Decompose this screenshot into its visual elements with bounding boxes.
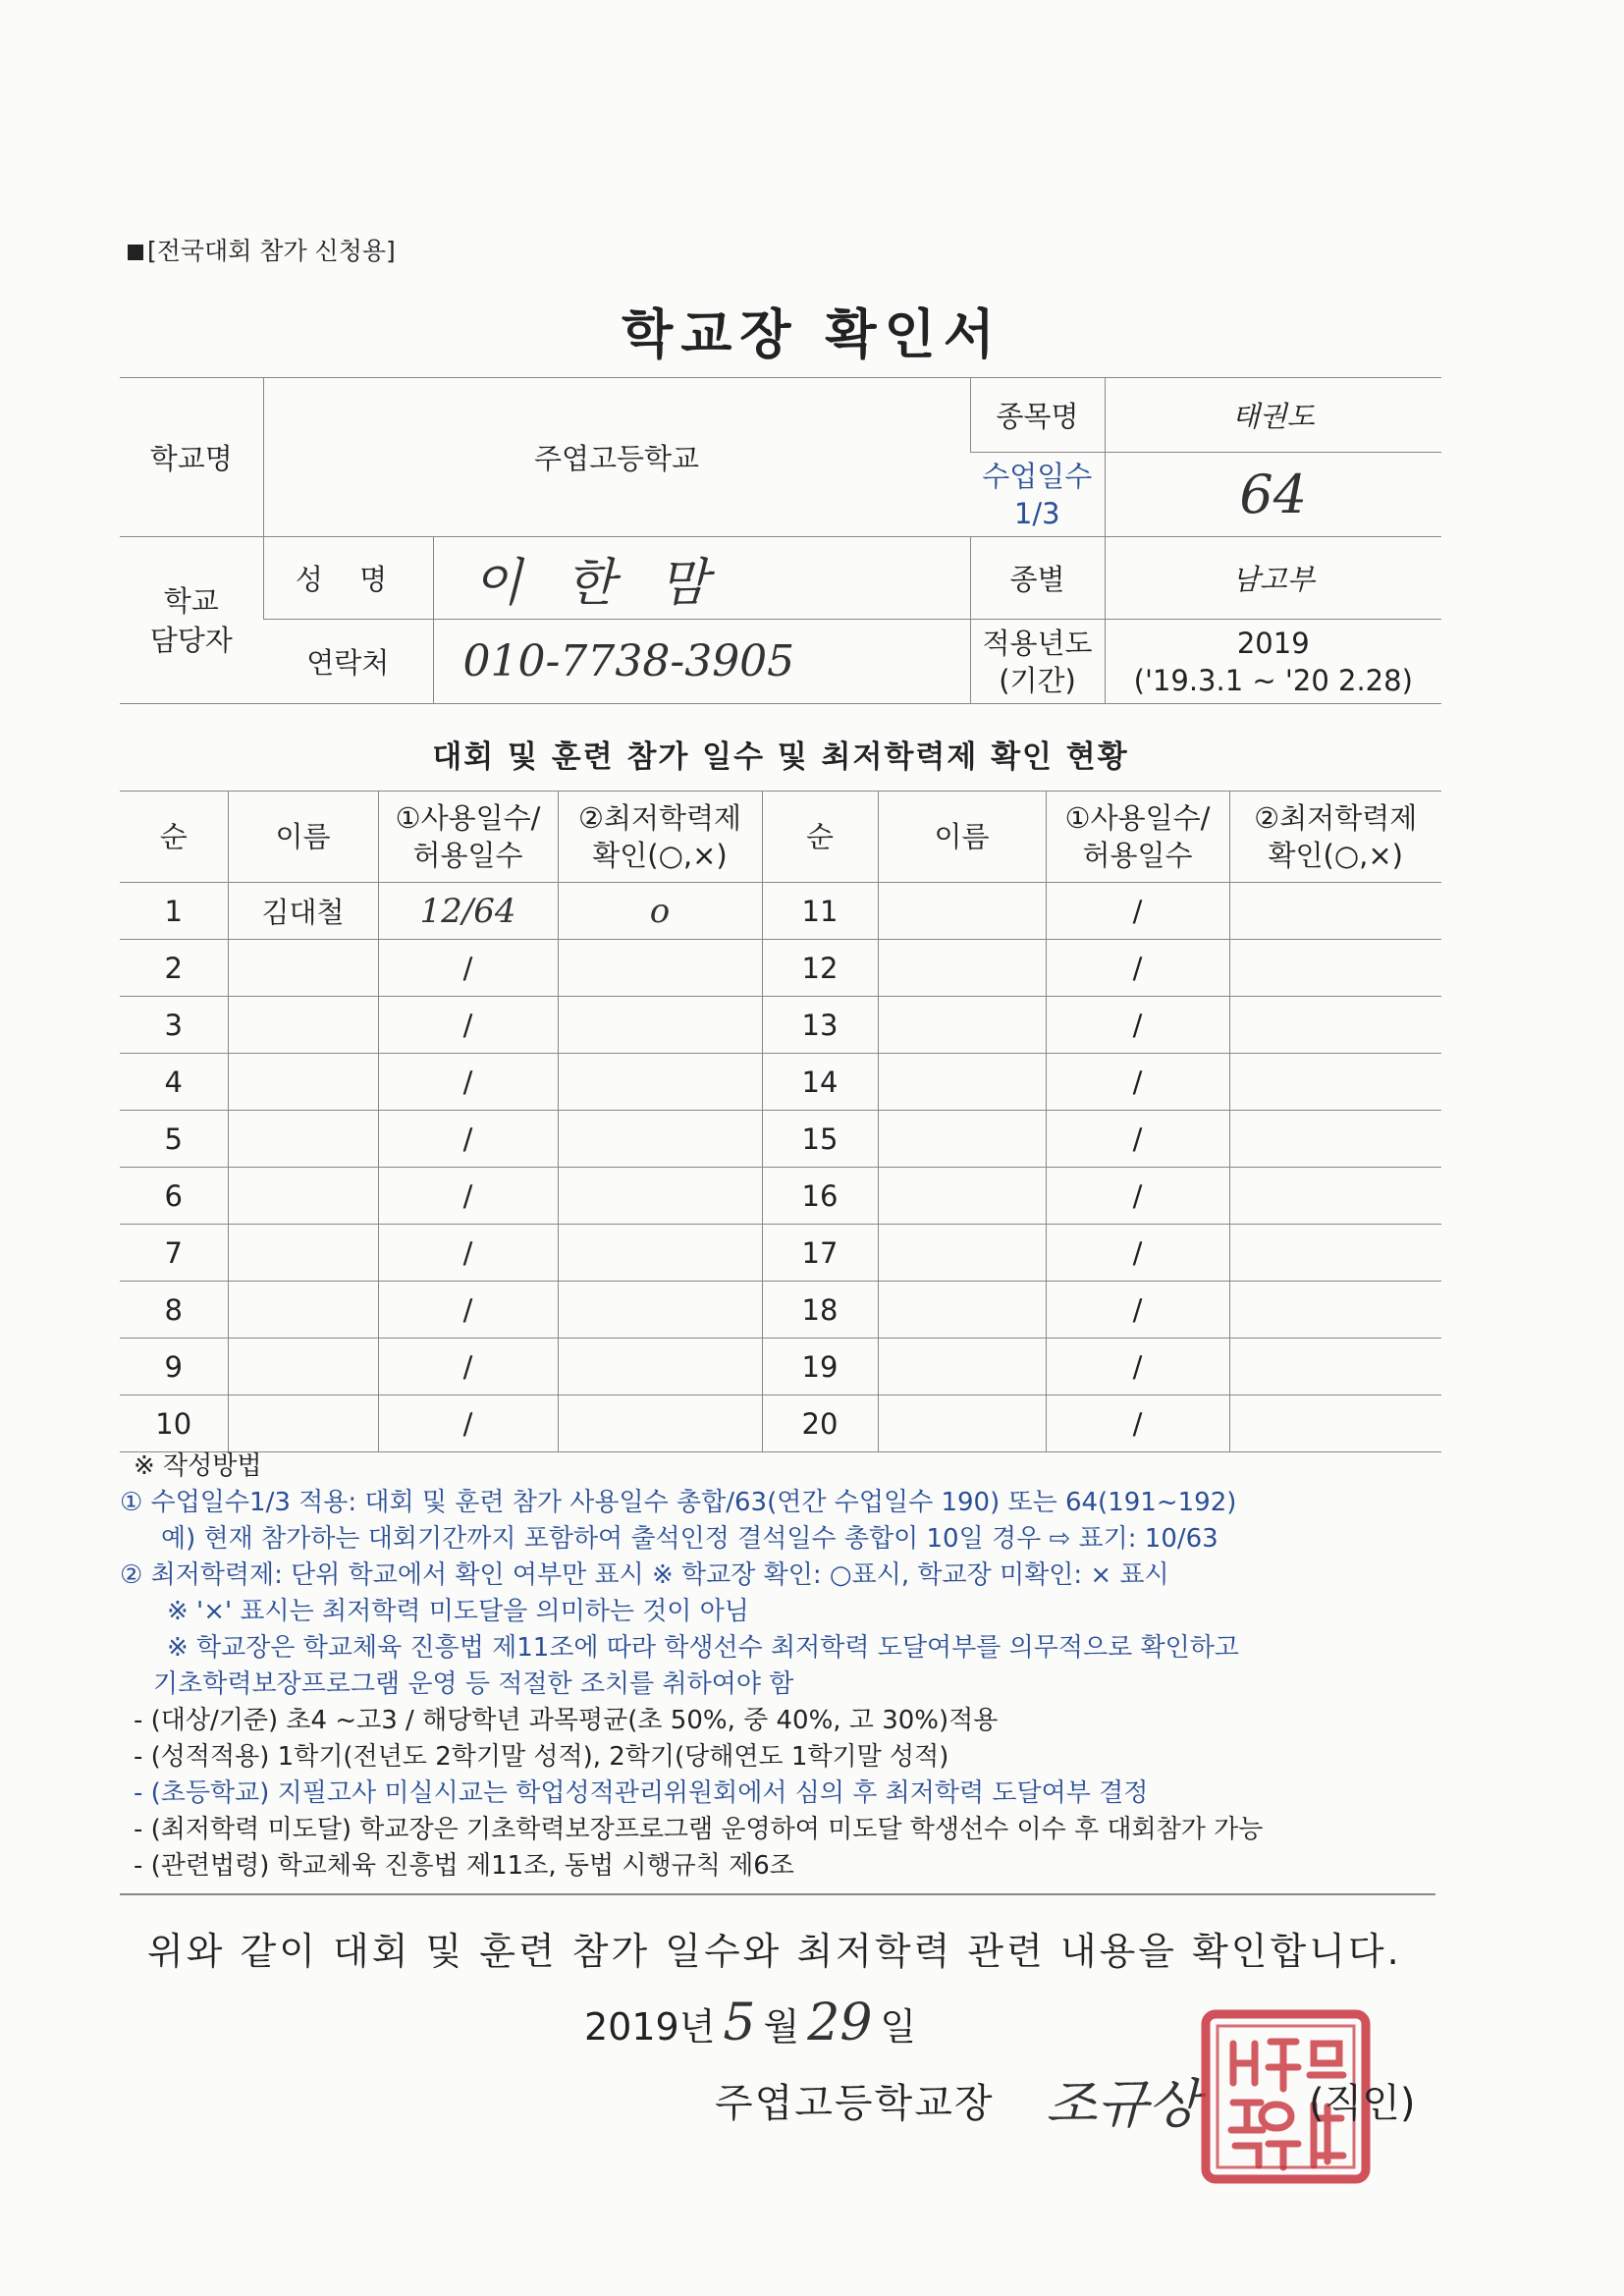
header-no: 순	[762, 792, 878, 883]
instruction-line: ① 수업일수1/3 적용: 대회 및 훈련 참가 사용일수 총합/63(연간 수업일수 190) 또는 64(191~192)	[120, 1488, 1237, 1517]
document-tag: [전국대회 참가 신청용]	[128, 232, 396, 267]
athlete-name	[878, 1168, 1046, 1225]
school-name-value: 주엽고등학교	[263, 378, 970, 537]
academic-check	[558, 940, 762, 997]
principal-title: 주엽고등학교장	[715, 2081, 995, 2126]
table-row	[120, 883, 1441, 940]
row-number: 18	[762, 1282, 878, 1339]
principal-line	[715, 2072, 994, 2128]
academic-check	[558, 1168, 762, 1225]
academic-check	[1229, 1168, 1441, 1225]
days-used: /	[1046, 1054, 1229, 1111]
instruction-line: ※ '×' 표시는 최저학력 미도달을 의미하는 것이 아님	[167, 1597, 749, 1626]
date-day-unit: 일	[880, 2005, 917, 2049]
academic-check	[558, 1282, 762, 1339]
instruction-line: 예) 현재 참가하는 대회기간까지 포함하여 출석인정 결석일수 총합이 10일 경우 ⇨ 표기: 10/63	[161, 1524, 1218, 1554]
roster-header-row	[120, 792, 1441, 883]
athlete-name	[878, 1339, 1046, 1395]
phone-label: 연락처	[263, 620, 433, 704]
header-days: ①사용일수/ 허용일수	[1046, 792, 1229, 883]
school-info-table	[120, 377, 1441, 704]
date-year: 2019년	[584, 2005, 716, 2049]
name-label: 성 명	[263, 537, 433, 620]
table-row	[120, 1282, 1441, 1339]
days-used: /	[1046, 940, 1229, 997]
academic-check	[1229, 1395, 1441, 1452]
athlete-name	[878, 1111, 1046, 1168]
row-number: 6	[120, 1168, 228, 1225]
academic-check	[558, 1395, 762, 1452]
table-row	[120, 1168, 1441, 1225]
days-used: /	[378, 1282, 558, 1339]
row-number: 12	[762, 940, 878, 997]
athlete-name	[228, 940, 378, 997]
table-row	[120, 1225, 1441, 1282]
table-row	[120, 1111, 1441, 1168]
days-used: /	[378, 1111, 558, 1168]
academic-check	[1229, 1225, 1441, 1282]
instruction-line: - (최저학력 미도달) 학교장은 기초학력보장프로그램 운영하여 미도달 학생선수 이수 후 대회참가 가능	[134, 1815, 1264, 1844]
event-value: 태권도	[1105, 378, 1441, 453]
athlete-name	[878, 940, 1046, 997]
header-days: ①사용일수/ 허용일수	[378, 792, 558, 883]
row-number: 17	[762, 1225, 878, 1282]
academic-check	[1229, 1054, 1441, 1111]
athlete-name	[878, 1282, 1046, 1339]
name-value: 이 한 맘	[433, 537, 970, 620]
row-number: 5	[120, 1111, 228, 1168]
header-name: 이름	[228, 792, 378, 883]
header-no: 순	[120, 792, 228, 883]
square-bullet-icon	[128, 245, 143, 260]
phone-value: 010-7738-3905	[433, 620, 970, 704]
athlete-name	[228, 1225, 378, 1282]
year-label: 적용년도 (기간)	[970, 620, 1105, 704]
academic-check: o	[558, 883, 762, 940]
days-used: /	[1046, 1395, 1229, 1452]
table-row	[120, 997, 1441, 1054]
athlete-name	[878, 883, 1046, 940]
athlete-name	[228, 1282, 378, 1339]
academic-check	[558, 1339, 762, 1395]
days-used: /	[378, 997, 558, 1054]
academic-check	[1229, 1282, 1441, 1339]
principal-signature: 조규상	[1046, 2073, 1200, 2135]
academic-check	[1229, 940, 1441, 997]
days-used: /	[1046, 883, 1229, 940]
year-value: 2019 ('19.3.1 ~ '20 2.28)	[1105, 620, 1441, 704]
athlete-name	[228, 1168, 378, 1225]
row-number: 7	[120, 1225, 228, 1282]
school-days-label: 수업일수 1/3	[970, 453, 1105, 537]
school-days-value: 64	[1105, 453, 1441, 537]
roster-body	[120, 883, 1441, 1452]
athlete-name	[228, 1111, 378, 1168]
athlete-name	[878, 1395, 1046, 1452]
row-number: 16	[762, 1168, 878, 1225]
days-used: /	[378, 1395, 558, 1452]
athlete-name	[878, 997, 1046, 1054]
academic-check	[558, 1111, 762, 1168]
date-month-unit: 월	[763, 2005, 800, 2049]
writing-instructions	[120, 1449, 1455, 1885]
instruction-line: - (초등학교) 지필고사 미실시교는 학업성적관리위원회에서 심의 후 최저학력 도달여부 결정	[134, 1778, 1149, 1808]
contact-person-label: 학교 담당자	[120, 537, 263, 704]
days-used: /	[1046, 1339, 1229, 1395]
days-used: /	[1046, 1111, 1229, 1168]
header-academic: ②최저학력제 확인(○,×)	[1229, 792, 1441, 883]
table-row	[120, 940, 1441, 997]
row-number: 9	[120, 1339, 228, 1395]
division-value: 남고부	[1105, 537, 1441, 620]
instruction-line: ※ 작성방법	[134, 1451, 262, 1481]
date-month: 5	[723, 1994, 756, 2052]
academic-check	[1229, 883, 1441, 940]
row-number: 8	[120, 1282, 228, 1339]
roster-table	[120, 791, 1441, 1452]
table-row	[120, 1054, 1441, 1111]
academic-check	[1229, 1339, 1441, 1395]
athlete-name	[878, 1225, 1046, 1282]
athlete-name: 김대철	[228, 883, 378, 940]
row-number: 13	[762, 997, 878, 1054]
row-number: 20	[762, 1395, 878, 1452]
table-row	[120, 1395, 1441, 1452]
days-used: /	[378, 1054, 558, 1111]
divider	[120, 1893, 1435, 1895]
event-label: 종목명	[970, 378, 1105, 453]
table-row	[120, 1339, 1441, 1395]
row-number: 14	[762, 1054, 878, 1111]
row-number: 3	[120, 997, 228, 1054]
instruction-line: - (대상/기준) 초4 ~고3 / 해당학년 과목평균(초 50%, 중 40%, 고 30%)적용	[134, 1706, 999, 1735]
row-number: 19	[762, 1339, 878, 1395]
row-number: 11	[762, 883, 878, 940]
instruction-line: ※ 학교장은 학교체육 진흥법 제11조에 따라 학생선수 최저학력 도달여부를 의무적으로 확인하고	[167, 1633, 1239, 1663]
days-used: /	[378, 1225, 558, 1282]
row-number: 15	[762, 1111, 878, 1168]
header-academic: ②최저학력제 확인(○,×)	[558, 792, 762, 883]
athlete-name	[228, 997, 378, 1054]
days-used: /	[1046, 1225, 1229, 1282]
days-used: /	[1046, 1168, 1229, 1225]
instruction-line: - (관련법령) 학교체육 진흥법 제11조, 동법 시행규칙 제6조	[134, 1851, 794, 1881]
school-name-label: 학교명	[120, 378, 263, 537]
instruction-line: - (성적적용) 1학기(전년도 2학기말 성적), 2학기(당해연도 1학기말 성적)	[134, 1742, 949, 1772]
row-number: 10	[120, 1395, 228, 1452]
instruction-line: ② 최저학력제: 단위 학교에서 확인 여부만 표시 ※ 학교장 확인: ○표시, 학교장 미확인: × 표시	[120, 1560, 1169, 1590]
confirmation-statement: 위와 같이 대회 및 훈련 참가 일수와 최저학력 관련 내용을 확인합니다.	[147, 1930, 1402, 1973]
academic-check	[1229, 1111, 1441, 1168]
signing-date	[584, 1994, 916, 2052]
days-used: /	[1046, 1282, 1229, 1339]
days-used: 12/64	[378, 883, 558, 940]
header-name: 이름	[878, 792, 1046, 883]
seal-note: (직인)	[1309, 2081, 1416, 2126]
academic-check	[558, 997, 762, 1054]
days-used: /	[1046, 997, 1229, 1054]
roster-title: 대회 및 훈련 참가 일수 및 최저학력제 확인 현황	[432, 739, 1129, 775]
date-day: 29	[807, 1994, 873, 2052]
row-number: 2	[120, 940, 228, 997]
instruction-line: 기초학력보장프로그램 운영 등 적절한 조치를 취하여야 함	[153, 1669, 794, 1699]
academic-check	[1229, 997, 1441, 1054]
days-used: /	[378, 940, 558, 997]
academic-check	[558, 1054, 762, 1111]
days-used: /	[378, 1168, 558, 1225]
athlete-name	[228, 1395, 378, 1452]
athlete-name	[228, 1339, 378, 1395]
document-title: 학교장 확인서	[622, 303, 1002, 365]
row-number: 1	[120, 883, 228, 940]
division-label: 종별	[970, 537, 1105, 620]
days-used: /	[378, 1339, 558, 1395]
academic-check	[558, 1225, 762, 1282]
athlete-name	[228, 1054, 378, 1111]
row-number: 4	[120, 1054, 228, 1111]
athlete-name	[878, 1054, 1046, 1111]
